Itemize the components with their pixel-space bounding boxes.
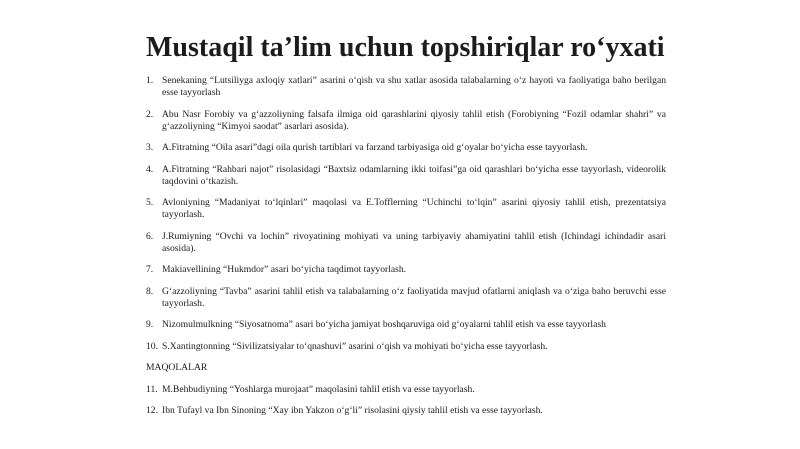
task-list [146, 75, 666, 427]
item-text: S.Xantingtonning “Sivilizatsiyalar to‘qnashuvi” asarini o‘qish va mohiyati bo‘yicha esse tayyorlash. [162, 340, 548, 352]
item-text: Abu Nasr Forobiy va g‘azzoliyning falsafa ilmiga oid qarashlarini qiyosiy tahlil etish (Forobiyning “Fozil odamlar shahri” va g‘azzoliyning “Kimyoi saodat” asarlari asosida). [162, 108, 666, 132]
item-number: 2. [146, 108, 154, 120]
list-item [146, 197, 666, 221]
item-text: M.Behbudiyning “Yoshlarga murojaat” maqolasini tahlil etish va esse tayyorlash. [162, 383, 475, 395]
item-text: G‘azzoliyning “Tavba” asarini tahlil etish va talabalarning o‘z faoliyatida mavjud ofatlarni aniqlash va o‘ziga baho beruvchi esse tayyorlash. [162, 285, 666, 309]
item-text: Avloniyning “Madaniyat to‘lqinlari” maqolasi va E.Tofflerning “Uchinchi to‘lqin” asarini qiyosiy tahlil etish, prezentatsiya tayyorlash. [162, 197, 666, 220]
item-text: A.Fitratning “Rahbari najot” risolasidagi “Baxtsiz odamlarning ikki toifasi”ga oid qarashlari bo‘yicha esse tayyorlash, videorolik taqdovini o‘tkazish. [162, 163, 666, 187]
list-item [146, 286, 666, 310]
item-text: Nizomulmulkning “Siyosatnoma” asari bo‘yicha jamiyat boshqaruviga oid g‘oyalarni tahlil etish va esse tayyorlash [162, 319, 606, 330]
list-item [146, 341, 666, 353]
item-number: 1. [146, 75, 154, 86]
list-item [146, 142, 666, 154]
list-item [146, 231, 666, 255]
item-number: 3. [146, 142, 154, 153]
item-number: 11. [146, 383, 158, 395]
item-number: 6. [146, 230, 154, 242]
item-number: 5. [146, 197, 154, 208]
item-text: Ibn Tufayl va Ibn Sinoning “Xay ibn Yakzon o‘g‘li” risolasini qiysiy tahlil etish va esse tayyorlash. [162, 405, 543, 416]
list-item [146, 109, 666, 133]
section-heading: MAQOLALAR [146, 362, 208, 373]
item-text: Makiavellining “Hukmdor” asari bo‘yicha taqdimot tayyorlash. [162, 264, 407, 275]
item-number: 9. [146, 319, 154, 330]
item-text: A.Fitratning “Oila asari”dagi oila qurish tartiblari va farzand tarbiyasiga oid g‘oyalar bo‘yicha esse tayyorlash. [162, 142, 588, 153]
page-title: Mustaqil ta’lim uchun topshiriqlar ro‘yxati [146, 32, 665, 63]
list-item [146, 164, 666, 188]
list-item [146, 75, 666, 99]
item-number: 12. [146, 405, 158, 416]
item-number: 8. [146, 285, 154, 297]
item-number: 7. [146, 264, 154, 275]
item-text: Senekaning “Lutsiliyga axloqiy xatlari” asarini o‘qish va shu xatlar asosida talabalarning o‘z hayoti va faoliyatiga baho berilgan esse tayyorlash [162, 75, 666, 98]
item-number: 4. [146, 163, 154, 175]
item-number: 10. [146, 340, 158, 352]
list-item [146, 319, 666, 331]
list-item [146, 264, 666, 276]
list-item [146, 384, 666, 396]
list-item [146, 405, 666, 417]
item-text: J.Rumiyning “Ovchi va lochin” rivoyatining mohiyati va uning tarbiyaviy ahamiyatini tahlil etish (Ichindagi ichindadir asari asosida). [162, 230, 666, 254]
